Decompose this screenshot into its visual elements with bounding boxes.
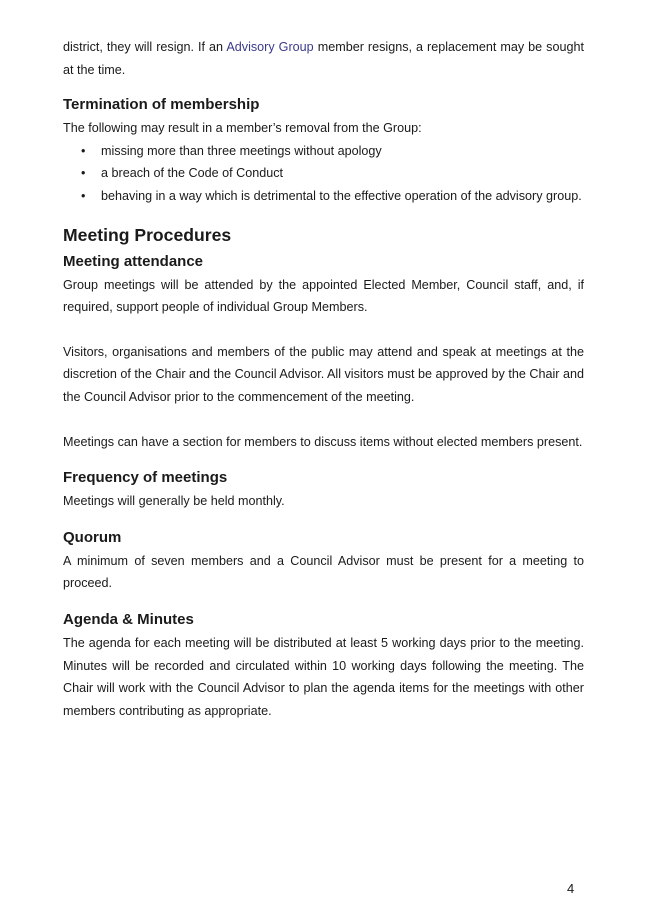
quorum-heading: Quorum (63, 528, 122, 546)
attendance-paragraph: Group meetings will be attended by the appointed Elected Member, Council staff, and, if required, support people of individual Group Members. (63, 277, 584, 315)
list-item-text: behaving in a way which is detrimental to the effective operation of the advisory group. (101, 188, 582, 203)
termination-heading: Termination of membership (63, 96, 260, 114)
bullet-icon: • (81, 166, 86, 181)
frequency-paragraph: Meetings will generally be held monthly. (63, 494, 285, 509)
document-page (63, 36, 584, 722)
advisory-group-link[interactable]: Advisory Group (226, 40, 314, 54)
frequency-heading: Frequency of meetings (63, 469, 228, 487)
meeting-procedures-heading: Meeting Procedures (63, 224, 232, 245)
list-item (63, 162, 584, 185)
list-item (63, 140, 584, 163)
list-item (63, 185, 584, 208)
list-item-text: a breach of the Code of Conduct (101, 166, 284, 181)
attendance-paragraph: Visitors, organisations and members of the public may attend and speak at meetings at the discretion of the Chair and the Council Advisor. All visitors must be approved by the Chair and the Council Advisor prior to the commencement of the meeting. (63, 344, 584, 404)
attendance-paragraph: Meetings can have a section for members to discuss items without elected members present. (63, 434, 583, 449)
agenda-paragraph: The agenda for each meeting will be distributed at least 5 working days prior to the meeting. Minutes will be recorded and circulated within 10 working days following the meeting. The Chair will work with the Council Advisor to plan the agenda items for the meetings with other members contributing as appropriate. (63, 635, 584, 718)
intro-text-before: district, they will resign. If an (63, 40, 227, 54)
quorum-paragraph: A minimum of seven members and a Council Advisor must be present for a meeting to proceed. (63, 553, 584, 591)
agenda-heading: Agenda & Minutes (63, 610, 194, 628)
attendance-heading: Meeting attendance (63, 252, 204, 270)
bullet-icon: • (81, 188, 86, 203)
intro-text-after: member resigns, a replacement may be sought at the time. (63, 40, 584, 77)
termination-list (63, 140, 584, 208)
bullet-icon: • (81, 143, 86, 158)
termination-intro: The following may result in a member’s removal from the Group: (63, 121, 422, 136)
list-item-text: missing more than three meetings without apology (101, 143, 382, 158)
page-number: 4 (567, 881, 575, 896)
intro-paragraph (63, 36, 584, 81)
